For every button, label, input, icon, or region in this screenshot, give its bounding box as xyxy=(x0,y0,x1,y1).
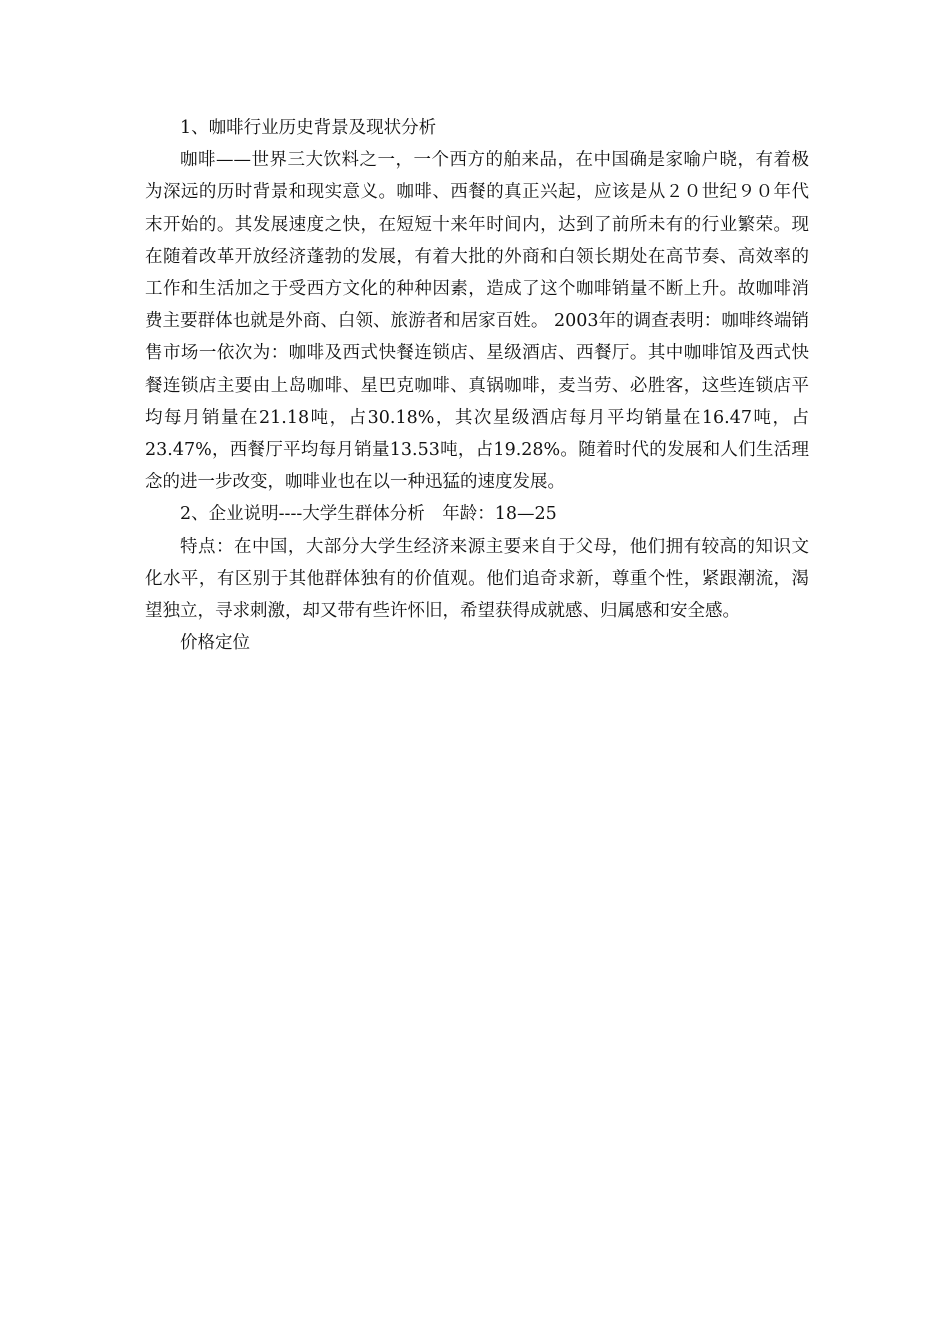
section2-heading: 2、企业说明----大学生群体分析 年龄：18—25 xyxy=(180,504,557,525)
section3-heading: 价格定位 xyxy=(180,633,250,654)
section1-body: 咖啡——世界三大饮料之一，一个西方的舶来品，在中国确是家喻户晓，有着极为深远的历时背景和现实意义。咖啡、西餐的真正兴起，应该是从２０世纪９０年代末开始的。其发展速度之快，在短短十来年时间内，达到了前所未有的行业繁荣。现在随着改革开放经济蓬勃的发展，有着大批的外商和白领长期处在高节奏、高效率的工作和生活加之于受西方文化的种种因素，造成了这个咖啡销量不断上升。故咖啡消费主要群体也就是外商、白领、旅游者和居家百姓。 2003年的调查表明：咖啡终端销售市场一依次为：咖啡及西式快餐连锁店、星级酒店、西餐厅。其中咖啡馆及西式快餐连锁店主要由上岛咖啡、星巴克咖啡、真锅咖啡，麦当劳、必胜客，这些连锁店平均每月销量在21.18吨，占30.18%，其次星级酒店每月平均销量在16.47吨，占23.47%，西餐厅平均每月销量13.53吨，占19.28%。随着时代的发展和人们生活理念的进一步改变，咖啡业也在以一种迅猛的速度发展。 xyxy=(145,150,809,493)
document-content xyxy=(145,112,809,659)
section2-body: 特点：在中国，大部分大学生经济来源主要来自于父母，他们拥有较高的知识文化水平，有区别于其他群体独有的价值观。他们追奇求新，尊重个性，紧跟潮流，渴望独立，寻求刺激，却又带有些许怀旧，希望获得成就感、归属感和安全感。 xyxy=(145,536,809,622)
section1-heading: 1、咖啡行业历史背景及现状分析 xyxy=(180,118,437,138)
